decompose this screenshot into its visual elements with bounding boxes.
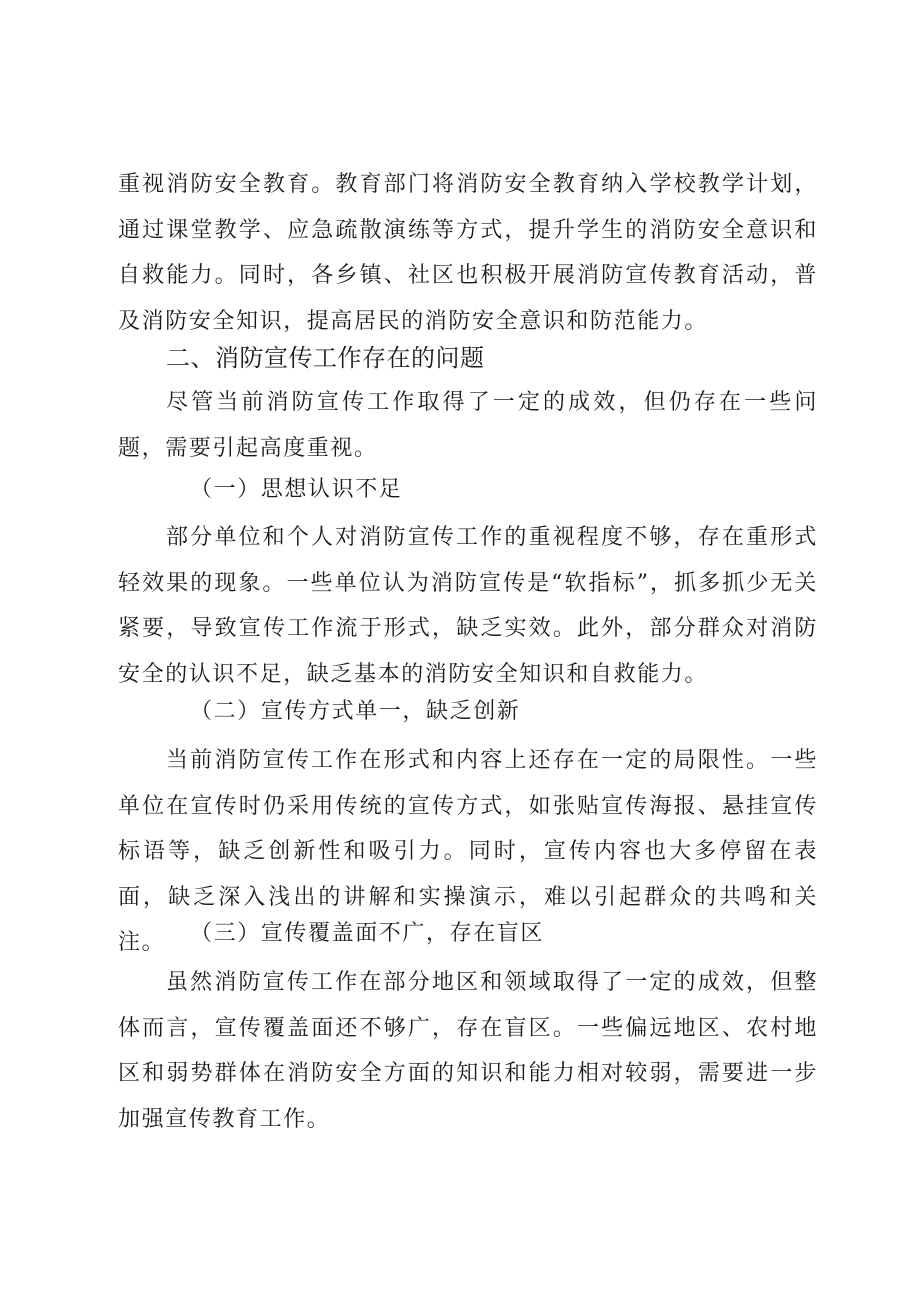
paragraph-coverage: 虽然消防宣传工作在部分地区和领域取得了一定的成效，但整体而言，宣传覆盖面还不够广，存在盲区。一些偏远地区、农村地区和弱势群体在消防安全方面的知识和能力相对较弱，需要进一步加强宣传教育工作。	[118, 970, 818, 1132]
paragraph-problems-intro: 尽管当前消防宣传工作取得了一定的成效，但仍存在一些问题，需要引起高度重视。	[118, 390, 818, 461]
subheading-methods: （二）宣传方式单一，缺乏创新	[190, 699, 521, 724]
paragraph-awareness: 部分单位和个人对消防宣传工作的重视程度不够，存在重形式轻效果的现象。一些单位认为消防宣传是“软指标”，抓多抓少无关紧要，导致宣传工作流于形式，缺乏实效。此外，部分群众对消防安全的认识不足，缺乏基本的消防安全知识和自救能力。	[118, 525, 818, 687]
subheading-awareness: （一）思想认识不足	[190, 477, 403, 502]
paragraph-education: 重视消防安全教育。教育部门将消防安全教育纳入学校教学计划，通过课堂教学、应急疏散演练等方式，提升学生的消防安全意识和自救能力。同时，各乡镇、社区也积极开展消防宣传教育活动，普及消防安全知识，提高居民的消防安全意识和防范能力。	[118, 172, 818, 334]
subheading-coverage: （三）宣传覆盖面不广，存在盲区	[190, 921, 545, 946]
paragraph-methods: 当前消防宣传工作在形式和内容上还存在一定的局限性。一些单位在宣传时仍采用传统的宣传方式，如张贴宣传海报、悬挂宣传标语等，缺乏创新性和吸引力。同时，宣传内容也大多停留在表面，缺乏深入浅出的讲解和实操演示，难以引起群众的共鸣和关注。	[118, 748, 818, 955]
section-heading-problems: 二、消防宣传工作存在的问题	[166, 344, 485, 372]
